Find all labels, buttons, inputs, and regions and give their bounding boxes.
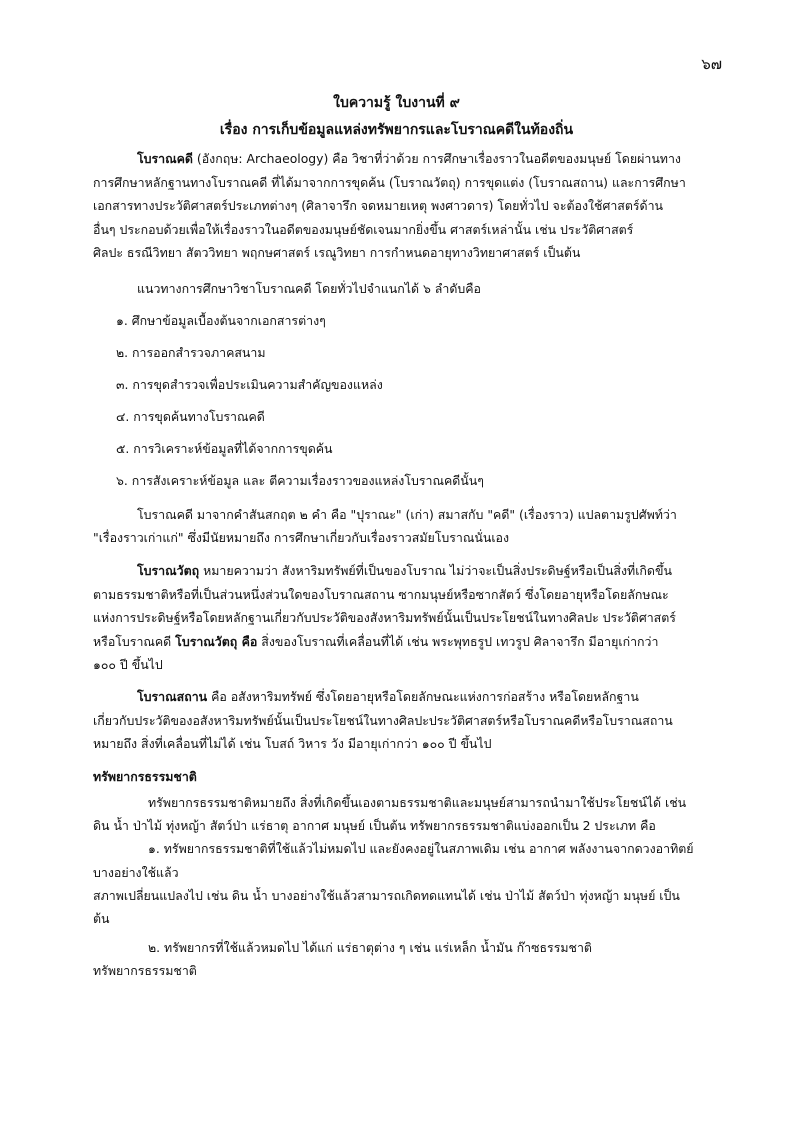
type2-line-2: ทรัพยากรธรรมชาติ (93, 963, 197, 978)
step-item: ๕. การวิเคราะห์ข้อมูลที่ได้จากการขุดค้น (116, 441, 333, 456)
natural-line-2: ดิน น้ำ ป่าไม้ ทุ่งหญ้า สัตว์ป่า แร่ธาตุ อากาศ มนุษย์ เป็นต้น ทรัพยากรธรรมชาติแบ่งออกเป็น 2 ประเภท คือ (93, 818, 656, 833)
type1-line-3: สภาพเปลี่ยนแปลงไป เช่น ดิน น้ำ บางอย่างใช้แล้วสามารถเกิดทดแทนได้ เช่น ป่าไม้ สัตว์ป่า ทุ่งหญ้า มนุษย์ เป็น (93, 888, 680, 903)
term-artifact-def: โบราณวัตถุ คือ (175, 634, 258, 649)
type2-line-1: ๒. ทรัพยากรที่ใช้แล้วหมดไป ได้แก่ แร่ธาตุต่าง ๆ เช่น แร่เหล็ก น้ำมัน ก๊าซธรรมชาติ (148, 940, 592, 955)
monument-line-1: โบราณสถาน คือ อสังหาริมทรัพย์ ซึ่งโดยอายุหรือโดยลักษณะแห่งการก่อสร้าง หรือโดยหลักฐาน (137, 689, 639, 704)
intro-line-2: การศึกษาหลักฐานทางโบราณคดี ที่ได้มาจากการขุดค้น (โบราณวัตถุ) การขุดแต่ง (โบราณสถาน) และการศึกษา (93, 175, 686, 190)
worksheet-subject: เรื่อง การเก็บข้อมูลแหล่งทรัพยากรและโบราณคดีในท้องถิ่น (219, 122, 574, 138)
step-item: ๑. ศึกษาข้อมูลเบื้องต้นจากเอกสารต่างๆ (116, 313, 326, 328)
approach-line: แนวทางการศึกษาวิชาโบราณคดี โดยทั่วไปจำแนกได้ ๖ ลำดับคือ (137, 281, 481, 296)
type1-line-2: บางอย่างใช้แล้ว (93, 865, 179, 880)
type1-line-4: ต้น (93, 911, 110, 926)
type1-line-1: ๑. ทรัพยากรธรรมชาติที่ใช้แล้วไม่หมดไป และยังคงอยู่ในสภาพเดิม เช่น อากาศ พลังงานจากดวงอาทิตย์ (148, 841, 694, 856)
monument-line-3: หมายถึง สิ่งที่เคลื่อนที่ไม่ได้ เช่น โบสถ์ วิหาร วัง มีอายุเก่ากว่า ๑๐๐ ปี ขึ้นไป (93, 736, 492, 751)
monument-line-2: เกี่ยวกับประวัติของอสังหาริมทรัพย์นั้นเป็นประโยชน์ในทางศิลปะประวัติศาสตร์หรือโบราณคดีหรือโบราณสถาน (93, 713, 673, 728)
artifact-line-4: หรือโบราณคดี โบราณวัตถุ คือ สิ่งของโบราณที่เคลื่อนที่ได้ เช่น พระพุทธรูป เทวรูป ศิลาจารึก มีอายุเก่ากว่า (93, 634, 659, 649)
step-item: ๖. การสังเคราะห์ข้อมูล และ ตีความเรื่องราวของแหล่งโบราณคดีนั้นๆ (116, 473, 484, 488)
term-monument: โบราณสถาน (137, 689, 208, 704)
term-archaeology: โบราณคดี (137, 151, 193, 166)
step-item: ๒. การออกสำรวจภาคสนาม (116, 345, 266, 360)
artifact-line-5: ๑๐๐ ปี ขึ้นไป (93, 657, 163, 672)
step-item: ๓. การขุดสำรวจเพื่อประเมินความสำคัญของแหล่ง (116, 377, 383, 392)
page-number: ๖๗ (701, 55, 722, 73)
artifact-line-1: โบราณวัตถุ หมายความว่า สังหาริมทรัพย์ที่เป็นของโบราณ ไม่ว่าจะเป็นสิ่งประดิษฐ์หรือเป็นสิ่งที่เกิดขึ้น (137, 563, 672, 578)
etymology-line-1: โบราณคดี มาจากคำสันสกฤต ๒ คำ คือ "ปุราณะ" (เก่า) สมาสกับ "คดี" (เรื่องราว) แปลตามรูปศัพท์ว่า (137, 507, 677, 522)
step-item: ๔. การขุดค้นทางโบราณคดี (116, 409, 265, 424)
intro-line-3: เอกสารทางประวัติศาสตร์ประเภทต่างๆ (ศิลาจารึก จดหมายเหตุ พงศาวดาร) โดยทั่วไป จะต้องใช้ศาสตร์ด้าน (93, 198, 664, 213)
artifact-line-2: ตามธรรมชาติหรือที่เป็นส่วนหนึ่งส่วนใดของโบราณสถาน ซากมนุษย์หรือซากสัตว์ ซึ่งโดยอายุหรือโดยลักษณะ (93, 587, 669, 602)
intro-line-1: โบราณคดี (อังกฤษ: Archaeology) คือ วิชาที่ว่าด้วย การศึกษาเรื่องราวในอดีตของมนุษย์ โดยผ่านทาง (137, 151, 681, 166)
etymology-line-2: "เรื่องราวเก่าแก่" ซึ่งมีนัยหมายถึง การศึกษาเกี่ยวกับเรื่องราวสมัยโบราณนั่นเอง (93, 530, 510, 545)
natural-heading: ทรัพยากรธรรมชาติ (93, 769, 197, 784)
intro-line-5: ศิลปะ ธรณีวิทยา สัตววิทยา พฤกษศาสตร์ เรณูวิทยา การกำหนดอายุทางวิทยาศาสตร์ เป็นต้น (93, 245, 581, 260)
term-artifact: โบราณวัตถุ (137, 563, 200, 578)
natural-line-1: ทรัพยากรธรรมชาติหมายถึง สิ่งที่เกิดขึ้นเองตามธรรมชาติและมนุษย์สามารถนำมาใช้ประโยชน์ได้ เช่น (148, 795, 687, 810)
worksheet-title: ใบความรู้ ใบงานที่ ๙ (333, 95, 460, 111)
artifact-line-3: แห่งการประดิษฐ์หรือโดยหลักฐานเกี่ยวกับประวัติของสังหาริมทรัพย์นั้นเป็นประโยชน์ในทางศิลปะ ประวัติศาสตร์ (93, 610, 676, 625)
intro-line-4: อื่นๆ ประกอบด้วยเพื่อให้เรื่องราวในอดีตของมนุษย์ชัดเจนมากยิ่งขึ้น ศาสตร์เหล่านั้น เช่น ประวัติศาสตร์ (93, 222, 634, 237)
